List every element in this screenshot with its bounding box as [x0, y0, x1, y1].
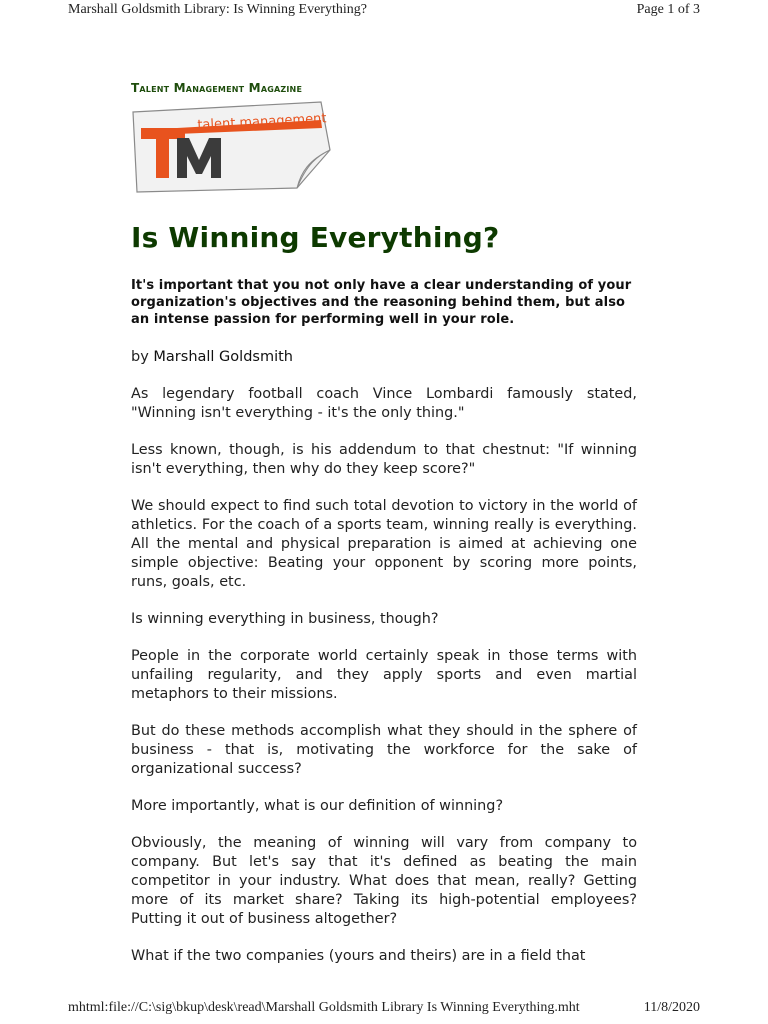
paragraph: Obviously, the meaning of winning will vary from company to company. But let's say that it's defined as beating the main competitor in your industry. What does that mean, really? Getting more of its market share? Taking its high-potential employees? Putting it out of business altogether?	[131, 835, 637, 927]
author-name: Marshall Goldsmith	[153, 349, 293, 365]
print-date: 11/8/2020	[643, 1000, 700, 1015]
article	[131, 80, 637, 984]
page-number: Page 1 of 3	[636, 2, 700, 17]
paragraph: As legendary football coach Vince Lombardi famously stated, "Winning isn't everything - it's the only thing."	[131, 386, 637, 421]
paragraph: But do these methods accomplish what they should in the sphere of business - that is, motivating the workforce for the sake of organizational success?	[131, 723, 637, 777]
logo-tagline: talent management	[197, 111, 327, 133]
source-path: mhtml:file://C:\sig\bkup\desk\read\Marshall Goldsmith Library Is Winning Everything.mht	[68, 1000, 580, 1015]
print-header	[68, 2, 700, 20]
paragraph: More importantly, what is our definition of winning?	[131, 798, 504, 814]
paragraph: We should expect to find such total devotion to victory in the world of athletics. For the coach of a sports team, winning really is everything. All the mental and physical preparation is aimed at achieving one simple objective: Beating your opponent by scoring more points, runs, goals, etc.	[131, 498, 637, 590]
paragraph: Less known, though, is his addendum to that chestnut: "If winning isn't everything, then why do they keep score?"	[131, 442, 637, 477]
byline	[131, 347, 637, 367]
print-header-title: Marshall Goldsmith Library: Is Winning Everything?	[68, 2, 367, 17]
publication-name: Talent Management Magazine	[131, 81, 303, 95]
talent-management-logo	[131, 98, 335, 196]
paragraph: What if the two companies (yours and theirs) are in a field that	[131, 948, 586, 964]
article-summary: It's important that you not only have a clear understanding of your organization's objectives and the reasoning behind them, but also an intense passion for performing well in your role.	[131, 278, 632, 327]
print-footer	[68, 1000, 700, 1018]
paragraph: Is winning everything in business, though?	[131, 611, 439, 627]
article-headline: Is Winning Everything?	[131, 221, 500, 254]
paragraph: People in the corporate world certainly speak in those terms with unfailing regularity, and they apply sports and even martial metaphors to their missions.	[131, 648, 637, 702]
byline-prefix: by	[131, 349, 154, 365]
article-body	[131, 385, 637, 966]
